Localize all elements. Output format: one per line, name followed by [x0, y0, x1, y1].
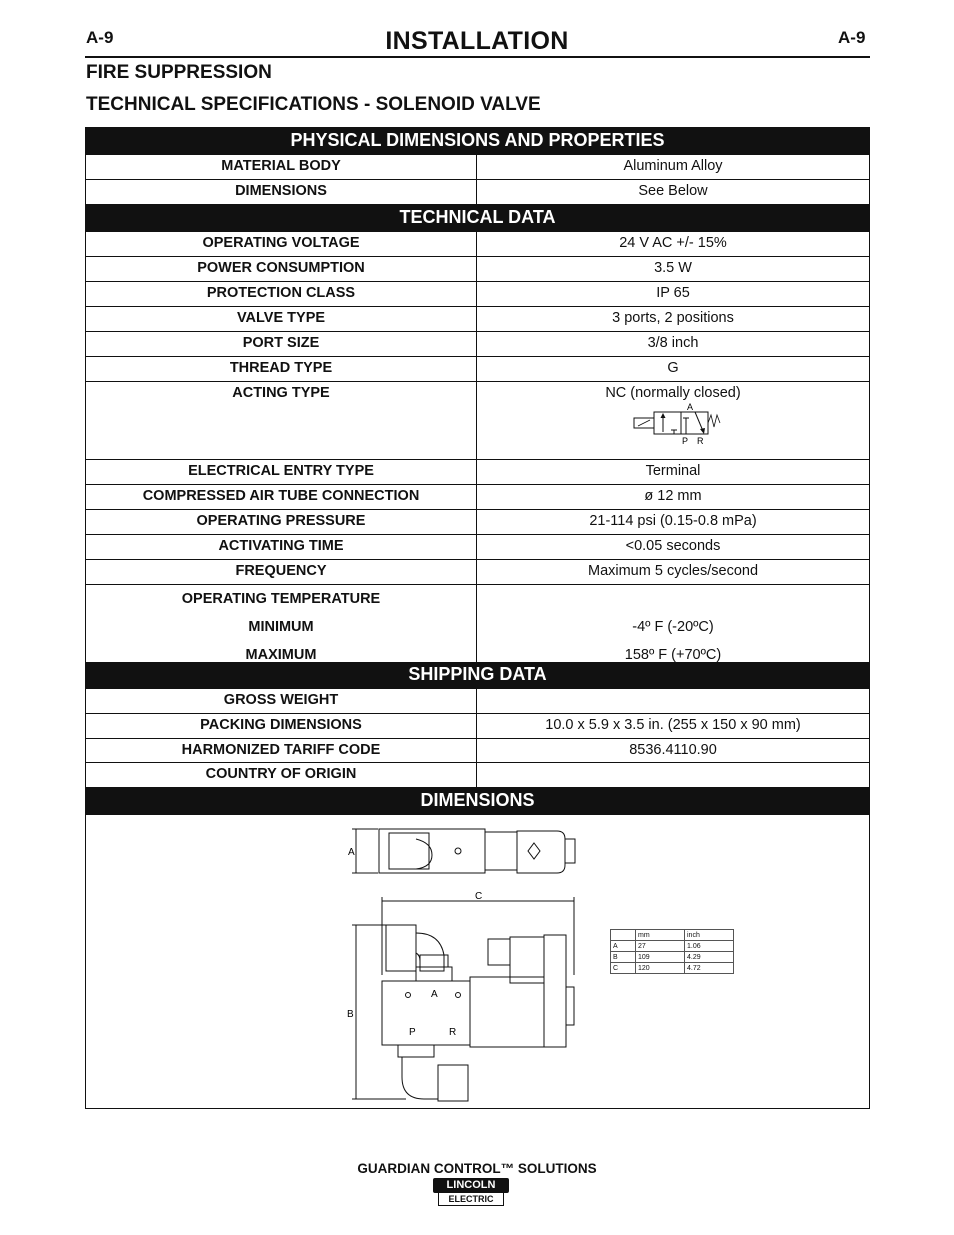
table-row — [86, 231, 869, 256]
spec-label: FREQUENCY — [86, 560, 477, 584]
table-cell: 4.72 — [685, 963, 734, 974]
page-number-right: A-9 — [838, 28, 866, 47]
lincoln-electric-logo — [433, 1178, 509, 1206]
table-cell: 1.06 — [685, 941, 734, 952]
spec-label: COMPRESSED AIR TUBE CONNECTION — [86, 485, 477, 509]
spec-value: 21-114 psi (0.15-0.8 mPa) — [589, 513, 757, 529]
spec-value: See Below — [638, 183, 708, 199]
spec-value: 8536.4110.90 — [629, 742, 717, 758]
spec-label: DIMENSIONS — [86, 180, 477, 204]
dimensions-table — [610, 929, 734, 974]
table-cell: 109 — [636, 952, 685, 963]
table-row — [86, 356, 869, 381]
section-title: FIRE SUPPRESSION — [86, 62, 272, 83]
spec-value: G — [667, 360, 679, 376]
dimensions-header: DIMENSIONS — [86, 787, 869, 814]
spec-value: 10.0 x 5.9 x 3.5 in. (255 x 150 x 90 mm) — [545, 717, 801, 733]
table-row — [86, 306, 869, 331]
subsection-title: TECHNICAL SPECIFICATIONS - SOLENOID VALVE — [86, 94, 541, 115]
table-cell: B — [611, 952, 636, 963]
table-row — [86, 256, 869, 281]
table-cell: 120 — [636, 963, 685, 974]
spec-value: Terminal — [645, 463, 701, 479]
spec-label: HARMONIZED TARIFF CODE — [86, 739, 477, 762]
table-row — [86, 154, 869, 179]
spec-label: PROTECTION CLASS — [86, 282, 477, 306]
spec-value: Maximum 5 cycles/second — [587, 563, 759, 579]
table-row — [86, 331, 869, 356]
spec-value: 3/8 inch — [647, 335, 699, 351]
page-title: INSTALLATION — [385, 27, 569, 55]
table-row — [611, 941, 734, 952]
table-row — [86, 688, 869, 713]
spec-label: ELECTRICAL ENTRY TYPE — [86, 460, 477, 484]
table-cell: 27 — [636, 941, 685, 952]
temperature-max-label: MAXIMUM — [245, 647, 317, 663]
spec-label: ACTING TYPE — [86, 382, 477, 459]
symbol-label-a: A — [687, 402, 694, 412]
table-row — [86, 179, 869, 204]
spec-label: MATERIAL BODY — [86, 155, 477, 179]
spec-value: 3 ports, 2 positions — [612, 310, 734, 326]
port-label-p: P — [409, 1027, 416, 1038]
valve-drawing — [86, 815, 869, 1108]
table-row — [611, 963, 734, 974]
spec-value: ø 12 mm — [644, 488, 702, 504]
spec-label: ACTIVATING TIME — [86, 535, 477, 559]
spec-value — [477, 689, 869, 713]
spec-label: VALVE TYPE — [86, 307, 477, 331]
valve-symbol-icon — [613, 401, 733, 449]
spec-value — [477, 763, 869, 787]
symbol-label-p: P — [682, 436, 689, 446]
table-row — [86, 281, 869, 306]
spec-label: OPERATING TEMPERATURE — [181, 591, 381, 607]
spec-label: THREAD TYPE — [86, 357, 477, 381]
physical-header: PHYSICAL DIMENSIONS AND PROPERTIES — [86, 128, 869, 154]
dim-label-c: C — [475, 891, 483, 902]
table-header-cell — [611, 930, 636, 941]
spec-value: NC (normally closed) — [605, 385, 741, 401]
table-cell: A — [611, 941, 636, 952]
table-row — [86, 381, 869, 459]
temperature-max-value: 158º F (+70ºC) — [624, 647, 722, 663]
spec-value: <0.05 seconds — [625, 538, 721, 554]
logo-top: LINCOLN — [433, 1178, 509, 1193]
footer-text: GUARDIAN CONTROL™ SOLUTIONS — [357, 1161, 597, 1176]
table-row — [611, 930, 734, 941]
temperature-value-cell — [477, 585, 869, 662]
header-rule — [85, 56, 870, 58]
dimensions-area — [86, 814, 869, 1108]
spec-value: IP 65 — [656, 285, 690, 301]
table-row — [86, 762, 869, 787]
spec-label: PORT SIZE — [86, 332, 477, 356]
page-number-left: A-9 — [86, 28, 114, 47]
table-row — [611, 952, 734, 963]
technical-header: TECHNICAL DATA — [86, 204, 869, 231]
shipping-header: SHIPPING DATA — [86, 662, 869, 688]
spec-label: OPERATING VOLTAGE — [86, 232, 477, 256]
dim-label-a: A — [348, 847, 355, 858]
table-row — [86, 484, 869, 509]
table-row — [86, 459, 869, 484]
temperature-min-label: MINIMUM — [248, 619, 314, 635]
table-row — [86, 713, 869, 738]
spec-label: PACKING DIMENSIONS — [86, 714, 477, 738]
symbol-label-r: R — [697, 436, 704, 446]
table-row — [86, 738, 869, 762]
table-row — [86, 584, 869, 662]
table-cell: C — [611, 963, 636, 974]
table-row — [86, 509, 869, 534]
spec-value: 24 V AC +/- 15% — [619, 235, 727, 251]
table-cell: 4.29 — [685, 952, 734, 963]
port-label-r: R — [449, 1027, 457, 1038]
spec-value: 3.5 W — [654, 260, 692, 276]
acting-type-cell — [477, 382, 869, 459]
port-label-a: A — [431, 989, 438, 1000]
spec-label: GROSS WEIGHT — [86, 689, 477, 713]
table-header-cell: mm — [636, 930, 685, 941]
temperature-label-cell — [86, 585, 477, 662]
spec-label: POWER CONSUMPTION — [86, 257, 477, 281]
spec-label: COUNTRY OF ORIGIN — [86, 763, 477, 787]
spec-value: Aluminum Alloy — [623, 158, 723, 174]
table-header-cell: inch — [685, 930, 734, 941]
temperature-min-value: -4º F (-20ºC) — [632, 619, 714, 635]
spec-table — [85, 127, 870, 1109]
table-row — [86, 559, 869, 584]
table-row — [86, 534, 869, 559]
logo-bottom: ELECTRIC — [438, 1193, 504, 1206]
spec-label: OPERATING PRESSURE — [86, 510, 477, 534]
dim-label-b: B — [347, 1009, 354, 1020]
